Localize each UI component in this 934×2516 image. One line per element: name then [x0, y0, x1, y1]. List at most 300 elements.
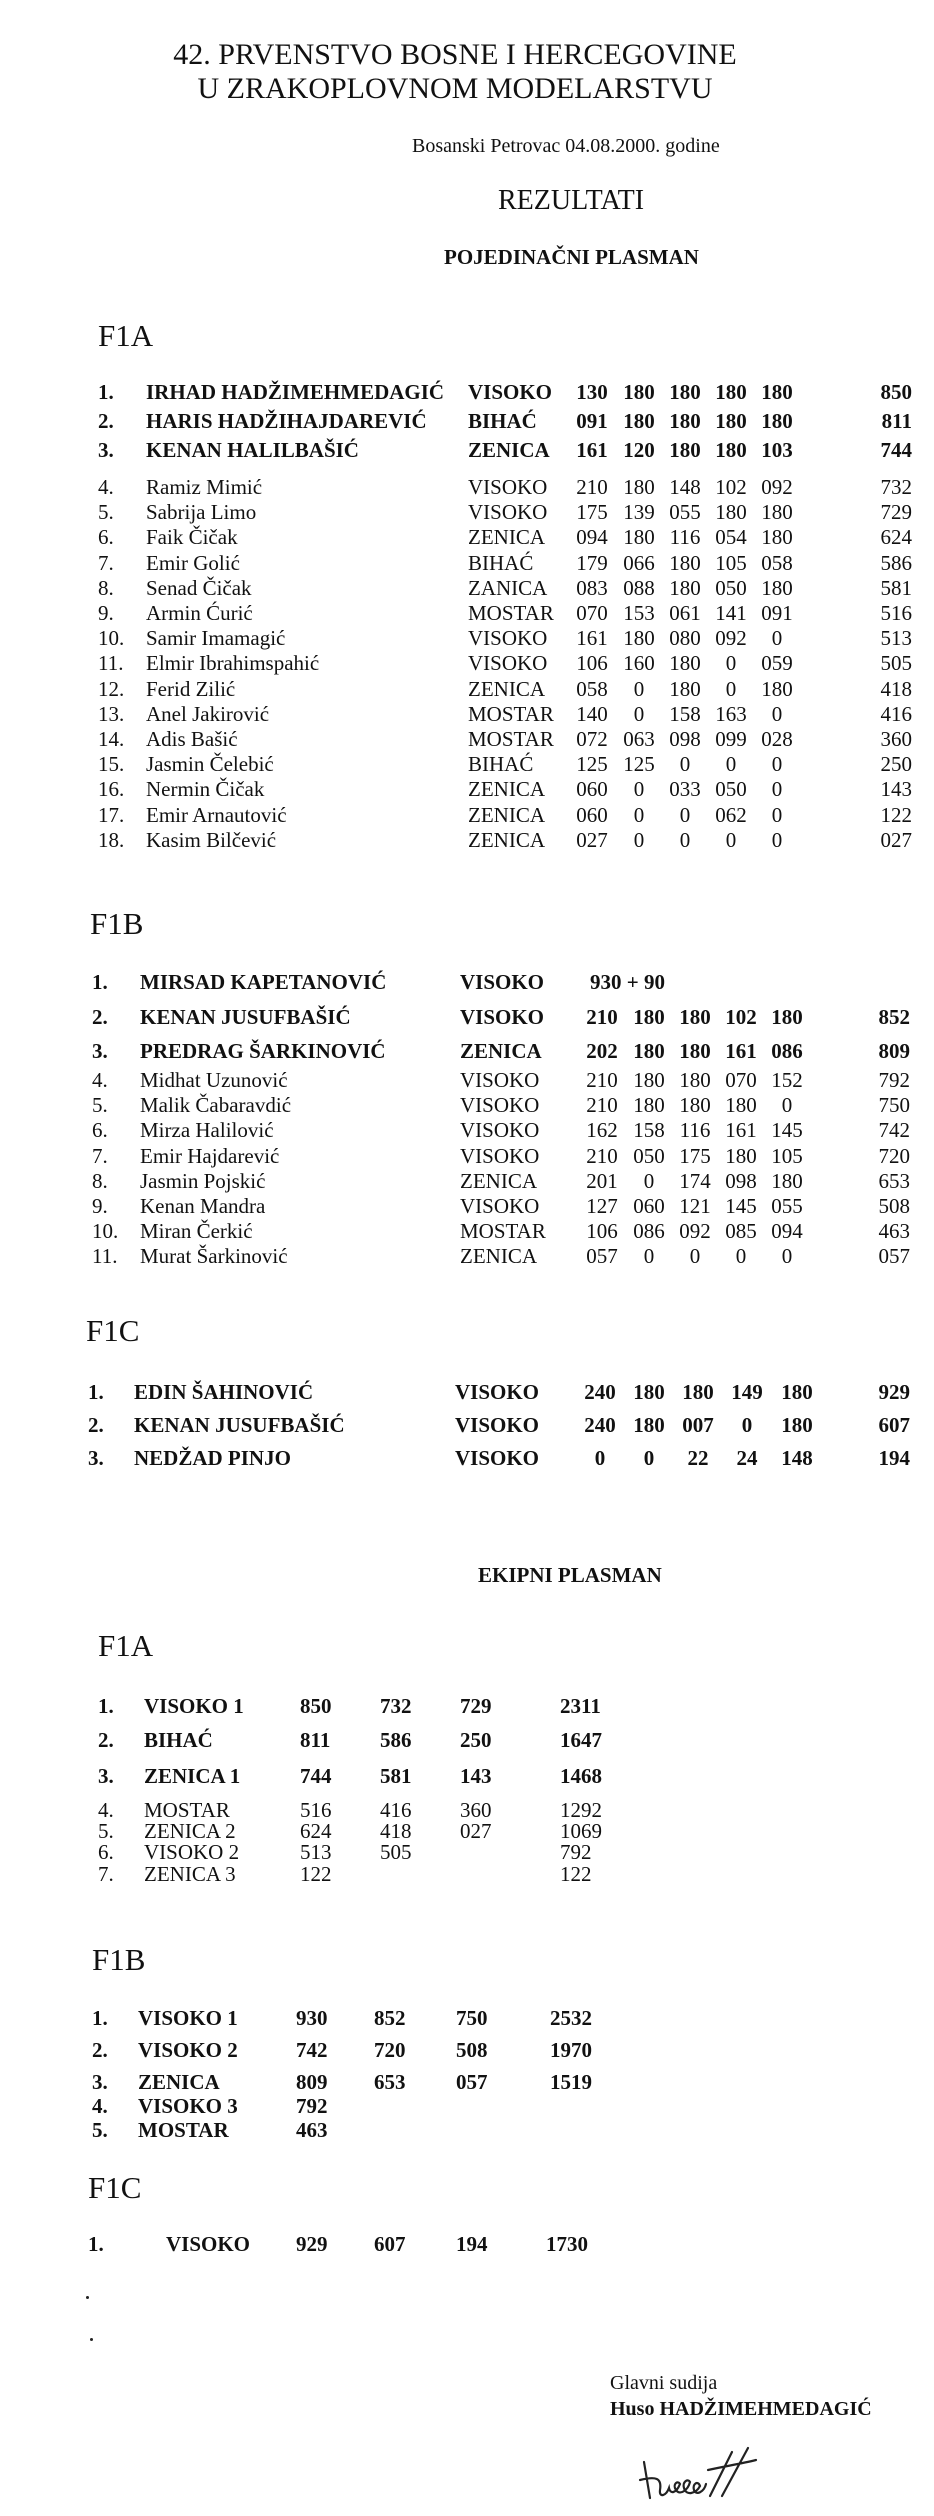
- round-score: 0: [689, 1244, 701, 1269]
- round-score: 210: [586, 1068, 618, 1092]
- score-3: 027: [460, 1819, 492, 1843]
- score-3: 508: [456, 2038, 488, 2062]
- rank: 1.: [98, 380, 114, 404]
- round-score: 0: [643, 1168, 655, 1193]
- club: VISOKO: [468, 475, 548, 499]
- round-score: 180: [669, 380, 701, 404]
- club: ZENICA: [460, 1039, 542, 1063]
- team-total: 122: [560, 1862, 592, 1886]
- result-row: [0, 1144, 934, 1170]
- rank: 5.: [92, 1093, 108, 1118]
- rank: 5.: [92, 2118, 108, 2142]
- result-row: [0, 677, 934, 703]
- round-score: 091: [576, 409, 608, 433]
- round-score: 161: [576, 438, 608, 462]
- total-score: 653: [878, 1168, 910, 1193]
- round-score: 066: [623, 550, 655, 575]
- total-score: 852: [878, 1005, 910, 1029]
- score-2: 653: [374, 2070, 406, 2094]
- result-row: [0, 777, 934, 803]
- rank: 10.: [92, 1219, 119, 1244]
- round-score: 180: [725, 1143, 757, 1168]
- team-heading: EKIPNI PLASMAN: [478, 1563, 662, 1587]
- rank: 3.: [92, 2070, 108, 2094]
- round-score: 092: [715, 626, 747, 651]
- round-score: 180: [623, 525, 655, 550]
- team-name: BIHAĆ: [144, 1728, 213, 1752]
- team-total: 2311: [560, 1694, 601, 1718]
- round-score: 179: [576, 550, 608, 575]
- round-score: 202: [586, 1039, 618, 1063]
- round-score: 180: [761, 575, 793, 600]
- club: BIHAĆ: [468, 550, 534, 575]
- round-score: 0: [679, 827, 691, 852]
- round-score: 106: [586, 1219, 618, 1244]
- judge-name: Huso HADŽIMEHMEDAGIĆ: [610, 2398, 872, 2420]
- total-score: 122: [880, 802, 912, 827]
- round-score: 180: [633, 1413, 665, 1437]
- round-score: 092: [761, 475, 793, 499]
- club: ZENICA: [468, 777, 545, 802]
- round-score: 180: [682, 1380, 714, 1404]
- round-score: 106: [576, 651, 608, 676]
- competitor-name: KENAN HALILBAŠIĆ: [146, 438, 359, 462]
- team-name: VISOKO 2: [138, 2038, 238, 2062]
- round-score: 240: [584, 1413, 616, 1437]
- rank: 7.: [98, 1862, 114, 1886]
- competitor-name: EDIN ŠAHINOVIĆ: [134, 1380, 314, 1404]
- result-row: [0, 752, 934, 778]
- round-score: 0: [735, 1244, 747, 1269]
- score-1: 811: [300, 1728, 331, 1752]
- round-score: 22: [687, 1446, 709, 1470]
- round-score: 180: [669, 676, 701, 701]
- round-score: 24: [736, 1446, 758, 1470]
- total-score: 505: [880, 651, 912, 676]
- round-score: 0: [771, 777, 783, 802]
- competitor-name: Nermin Čičak: [146, 777, 265, 802]
- total-score: 418: [880, 676, 912, 701]
- team-name: VISOKO 1: [138, 2006, 238, 2030]
- round-score: 180: [669, 575, 701, 600]
- competitor-name: Adis Bašić: [146, 727, 238, 751]
- rank: 5.: [98, 1819, 114, 1843]
- competitor-name: Midhat Uzunović: [140, 1068, 288, 1092]
- rank: 4.: [92, 1068, 108, 1092]
- round-score: 152: [771, 1068, 803, 1092]
- competitor-name: KENAN JUSUFBAŠIĆ: [140, 1005, 351, 1029]
- club: MOSTAR: [468, 701, 554, 726]
- round-score: 180: [669, 550, 701, 575]
- score-2: 720: [374, 2038, 406, 2062]
- score-1: 122: [300, 1862, 332, 1886]
- score-2: 416: [380, 1798, 412, 1822]
- round-score: 153: [623, 601, 655, 625]
- club: VISOKO: [460, 1068, 540, 1092]
- score-3: 360: [460, 1798, 492, 1822]
- round-score: 0: [771, 752, 783, 777]
- round-score: 180: [761, 409, 793, 433]
- result-row: [0, 1413, 934, 1439]
- rank: 8.: [98, 575, 114, 600]
- rank: 6.: [98, 1840, 114, 1864]
- team-row: [0, 2118, 934, 2146]
- round-score: 116: [669, 525, 701, 550]
- team-name: MOSTAR: [138, 2118, 229, 2142]
- score-1: 850: [300, 1694, 332, 1718]
- result-row: [0, 475, 934, 501]
- round-score: 063: [623, 727, 655, 751]
- club: ZENICA: [468, 802, 545, 827]
- f1a-category-label: F1A: [98, 318, 154, 353]
- round-score: 105: [771, 1143, 803, 1168]
- club: BIHAĆ: [468, 409, 537, 433]
- score-1: 516: [300, 1798, 332, 1822]
- round-score: 0: [781, 1093, 793, 1118]
- round-score: 175: [679, 1143, 711, 1168]
- rank: 4.: [98, 475, 114, 499]
- round-score: 0: [633, 676, 645, 701]
- club: VISOKO: [468, 380, 553, 404]
- round-score: 180: [679, 1005, 711, 1029]
- round-score: 0: [771, 701, 783, 726]
- round-score: 180: [669, 438, 701, 462]
- round-score: 127: [586, 1194, 618, 1218]
- scan-speck: [90, 2338, 93, 2341]
- round-score: 180: [623, 626, 655, 651]
- result-row: [0, 551, 934, 577]
- total-score: 850: [880, 380, 912, 404]
- round-score: 0: [771, 827, 783, 852]
- club: VISOKO: [468, 500, 548, 525]
- result-row: [0, 626, 934, 652]
- rank: 1.: [92, 2006, 108, 2030]
- round-score: 057: [586, 1244, 618, 1269]
- round-score: 0: [725, 651, 737, 676]
- club: VISOKO: [468, 626, 548, 651]
- rank: 14.: [98, 727, 125, 751]
- score-3: 143: [460, 1764, 492, 1788]
- round-score: 175: [576, 500, 608, 525]
- rank: 18.: [98, 827, 125, 852]
- rank: 16.: [98, 777, 125, 802]
- rank: 13.: [98, 701, 125, 726]
- round-score: 121: [679, 1194, 711, 1218]
- total-score: 607: [878, 1413, 910, 1437]
- competitor-name: Jasmin Pojskić: [140, 1168, 266, 1193]
- result-row: [0, 1039, 934, 1065]
- club: MOSTAR: [460, 1219, 546, 1244]
- rank: 2.: [92, 2038, 108, 2062]
- team-row: [0, 2006, 934, 2034]
- rank: 2.: [92, 1005, 108, 1029]
- rank: 1.: [88, 2232, 104, 2256]
- competitor-name: Kenan Mandra: [140, 1194, 266, 1218]
- total-score: 809: [878, 1039, 910, 1063]
- competitor-name: Armin Ćurić: [146, 601, 253, 625]
- competitor-name: Ramiz Mimić: [146, 475, 263, 499]
- total-score: 744: [880, 438, 912, 462]
- round-score: 160: [623, 651, 655, 676]
- round-score: 059: [761, 651, 793, 676]
- round-score: 0: [771, 802, 783, 827]
- round-score: 0: [643, 1446, 655, 1470]
- round-score: 139: [623, 500, 655, 525]
- signature-drawing: [636, 2440, 776, 2510]
- result-row: [0, 500, 934, 526]
- rank: 11.: [92, 1244, 118, 1269]
- team-name: VISOKO 2: [144, 1840, 240, 1864]
- round-score: 180: [679, 1039, 711, 1063]
- score-1: 929: [296, 2232, 328, 2256]
- competitor-name: IRHAD HADŽIMEHMEDAGIĆ: [146, 380, 445, 404]
- round-score: 098: [725, 1168, 757, 1193]
- round-score: 0: [594, 1446, 606, 1470]
- round-score: 070: [725, 1068, 757, 1092]
- club: VISOKO: [468, 651, 548, 676]
- competitor-name: Emir Golić: [146, 550, 240, 575]
- result-row: [0, 702, 934, 728]
- club: VISOKO: [460, 1118, 540, 1143]
- team-row: [0, 1728, 934, 1756]
- rank: 2.: [98, 409, 114, 433]
- round-score: 240: [584, 1380, 616, 1404]
- club: ZENICA: [468, 525, 545, 550]
- result-row: [0, 438, 934, 464]
- total-score: 750: [878, 1093, 910, 1118]
- rank: 17.: [98, 802, 125, 827]
- competitor-name: Anel Jakirović: [146, 701, 270, 726]
- competitor-name: Ferid Zilić: [146, 676, 236, 701]
- round-score: 158: [669, 701, 701, 726]
- round-score: 145: [771, 1118, 803, 1143]
- result-row: [0, 1005, 934, 1031]
- rank: 11.: [98, 651, 124, 676]
- total-score: 742: [878, 1118, 910, 1143]
- scan-speck: [86, 2296, 89, 2299]
- team-total: 2532: [550, 2006, 592, 2030]
- total-score: 581: [880, 575, 912, 600]
- team-row: [0, 2038, 934, 2066]
- round-score: 050: [715, 777, 747, 802]
- competitor-name: Senad Čičak: [146, 575, 252, 600]
- score-2: 586: [380, 1728, 412, 1752]
- round-score: 180: [761, 380, 793, 404]
- result-row: [0, 1118, 934, 1144]
- rank: 3.: [88, 1446, 104, 1470]
- individual-heading: POJEDINAČNI PLASMAN: [444, 245, 699, 269]
- score-2: 418: [380, 1819, 412, 1843]
- team-name: MOSTAR: [144, 1798, 230, 1822]
- rank: 6.: [92, 1118, 108, 1143]
- round-score: 094: [576, 525, 608, 550]
- total-score: 513: [880, 626, 912, 651]
- result-row: [0, 1093, 934, 1119]
- round-score: 180: [633, 1039, 665, 1063]
- result-row: [0, 803, 934, 829]
- round-score: 080: [669, 626, 701, 651]
- rank: 7.: [92, 1143, 108, 1168]
- round-score: 180: [633, 1068, 665, 1092]
- round-score: 086: [771, 1039, 803, 1063]
- round-score: 180: [771, 1168, 803, 1193]
- rank: 8.: [92, 1168, 108, 1193]
- round-score: 180: [781, 1380, 813, 1404]
- result-row: [0, 1244, 934, 1270]
- round-score: 088: [623, 575, 655, 600]
- competitor-name: KENAN JUSUFBAŠIĆ: [134, 1413, 345, 1437]
- round-score: 007: [682, 1413, 714, 1437]
- rank: 4.: [92, 2094, 108, 2118]
- total-score: 027: [880, 827, 912, 852]
- round-score: 163: [715, 701, 747, 726]
- round-score: 105: [715, 550, 747, 575]
- judge-signature: [636, 2440, 776, 2510]
- competitor-name: NEDŽAD PINJO: [134, 1446, 291, 1470]
- round-score: 027: [576, 827, 608, 852]
- team-total: 1069: [560, 1819, 602, 1843]
- judge-role: Glavni sudija: [610, 2372, 718, 2394]
- rank: 3.: [98, 438, 114, 462]
- team-total: 1468: [560, 1764, 602, 1788]
- round-score: 050: [633, 1143, 665, 1168]
- round-score: 085: [725, 1219, 757, 1244]
- f1c-category-label: F1C: [86, 1313, 140, 1348]
- round-score: 070: [576, 601, 608, 625]
- competitor-name: MIRSAD KAPETANOVIĆ: [140, 970, 387, 994]
- round-score: 180: [633, 1005, 665, 1029]
- result-row: [0, 1446, 934, 1472]
- round-score: 0: [633, 701, 645, 726]
- round-score: 028: [761, 727, 793, 751]
- round-score: 180: [715, 380, 747, 404]
- team-row: [0, 2232, 934, 2260]
- score-1: 792: [296, 2094, 328, 2118]
- round-score: 210: [586, 1093, 618, 1118]
- team-name: VISOKO 3: [138, 2094, 238, 2118]
- club: VISOKO: [455, 1380, 540, 1404]
- round-score: 102: [715, 475, 747, 499]
- team-total: 1970: [550, 2038, 592, 2062]
- rank: 9.: [98, 601, 114, 625]
- result-row: [0, 1068, 934, 1094]
- score-1: 930: [296, 2006, 328, 2030]
- round-score: 099: [715, 727, 747, 751]
- team-total: 792: [560, 1840, 592, 1864]
- score-3: 250: [460, 1728, 492, 1752]
- rank: 3.: [98, 1764, 114, 1788]
- result-row: [0, 727, 934, 753]
- round-score: 180: [715, 438, 747, 462]
- team-name: VISOKO 1: [144, 1694, 244, 1718]
- team-name: VISOKO: [166, 2232, 251, 2256]
- team-name: ZENICA 2: [144, 1819, 236, 1843]
- score-1: 809: [296, 2070, 328, 2094]
- score-3: 194: [456, 2232, 488, 2256]
- rank: 2.: [98, 1728, 114, 1752]
- round-score: 140: [576, 701, 608, 726]
- total-score: 732: [880, 475, 912, 499]
- result-row: [0, 380, 934, 406]
- competitor-name: Sabrija Limo: [146, 500, 257, 525]
- score-3: 057: [456, 2070, 488, 2094]
- rank: 12.: [98, 676, 125, 701]
- competitor-name: Emir Arnautović: [146, 802, 287, 827]
- round-score: 060: [633, 1194, 665, 1218]
- competitor-name: Faik Čičak: [146, 525, 238, 550]
- round-score: 055: [771, 1194, 803, 1218]
- rank: 1.: [98, 1694, 114, 1718]
- rank: 9.: [92, 1194, 108, 1218]
- result-row: [0, 1169, 934, 1195]
- round-score: 033: [669, 777, 701, 802]
- round-score: 0: [633, 802, 645, 827]
- club: ZENICA: [468, 827, 545, 852]
- score-2: 607: [374, 2232, 406, 2256]
- competitor-name: PREDRAG ŠARKINOVIĆ: [140, 1039, 386, 1063]
- round-score: 148: [781, 1446, 813, 1470]
- total-score: 250: [880, 752, 912, 777]
- team-total: 1519: [550, 2070, 592, 2094]
- team-row: [0, 1862, 934, 1890]
- round-score: 062: [715, 802, 747, 827]
- team-f1b-label: F1B: [92, 1942, 146, 1977]
- round-score: 058: [576, 676, 608, 701]
- round-score: 210: [586, 1143, 618, 1168]
- round-score: 180: [771, 1005, 803, 1029]
- round-score: 180: [781, 1413, 813, 1437]
- round-score: 055: [669, 500, 701, 525]
- score-1: 624: [300, 1819, 332, 1843]
- result-row: [0, 828, 934, 854]
- place-date: Bosanski Petrovac 04.08.2000. godine: [412, 135, 720, 157]
- round-score: 180: [623, 409, 655, 433]
- rank: 4.: [98, 1798, 114, 1822]
- round-score: 083: [576, 575, 608, 600]
- club: VISOKO: [460, 1143, 540, 1168]
- round-score: 054: [715, 525, 747, 550]
- total-score: 624: [880, 525, 912, 550]
- round-score: 180: [679, 1068, 711, 1092]
- team-row: [0, 1764, 934, 1792]
- total-score: 057: [878, 1244, 910, 1269]
- club: VISOKO: [460, 1005, 545, 1029]
- total-score: 360: [880, 727, 912, 751]
- team-total: 1292: [560, 1798, 602, 1822]
- competitor-name: HARIS HADŽIHAJDAREVIĆ: [146, 409, 427, 433]
- score-1: 463: [296, 2118, 328, 2142]
- round-score: 180: [633, 1093, 665, 1118]
- round-score: 180: [669, 651, 701, 676]
- round-score: 201: [586, 1168, 618, 1193]
- total-score: 729: [880, 500, 912, 525]
- club: VISOKO: [460, 970, 545, 994]
- round-score: 0: [643, 1244, 655, 1269]
- rank: 1.: [92, 970, 108, 994]
- competitor-name: Murat Šarkinović: [140, 1244, 288, 1269]
- round-score: 0: [771, 626, 783, 651]
- score-2: 852: [374, 2006, 406, 2030]
- round-score: 102: [725, 1005, 757, 1029]
- club: ZENICA: [460, 1244, 537, 1269]
- score-1: 744: [300, 1764, 332, 1788]
- round-score: 094: [771, 1219, 803, 1244]
- competitor-name: Samir Imamagić: [146, 626, 286, 651]
- club: ZENICA: [460, 1168, 537, 1193]
- score-2: 581: [380, 1764, 412, 1788]
- f1b-first-row: [0, 970, 934, 996]
- competitor-name: Jasmin Čelebić: [146, 752, 274, 777]
